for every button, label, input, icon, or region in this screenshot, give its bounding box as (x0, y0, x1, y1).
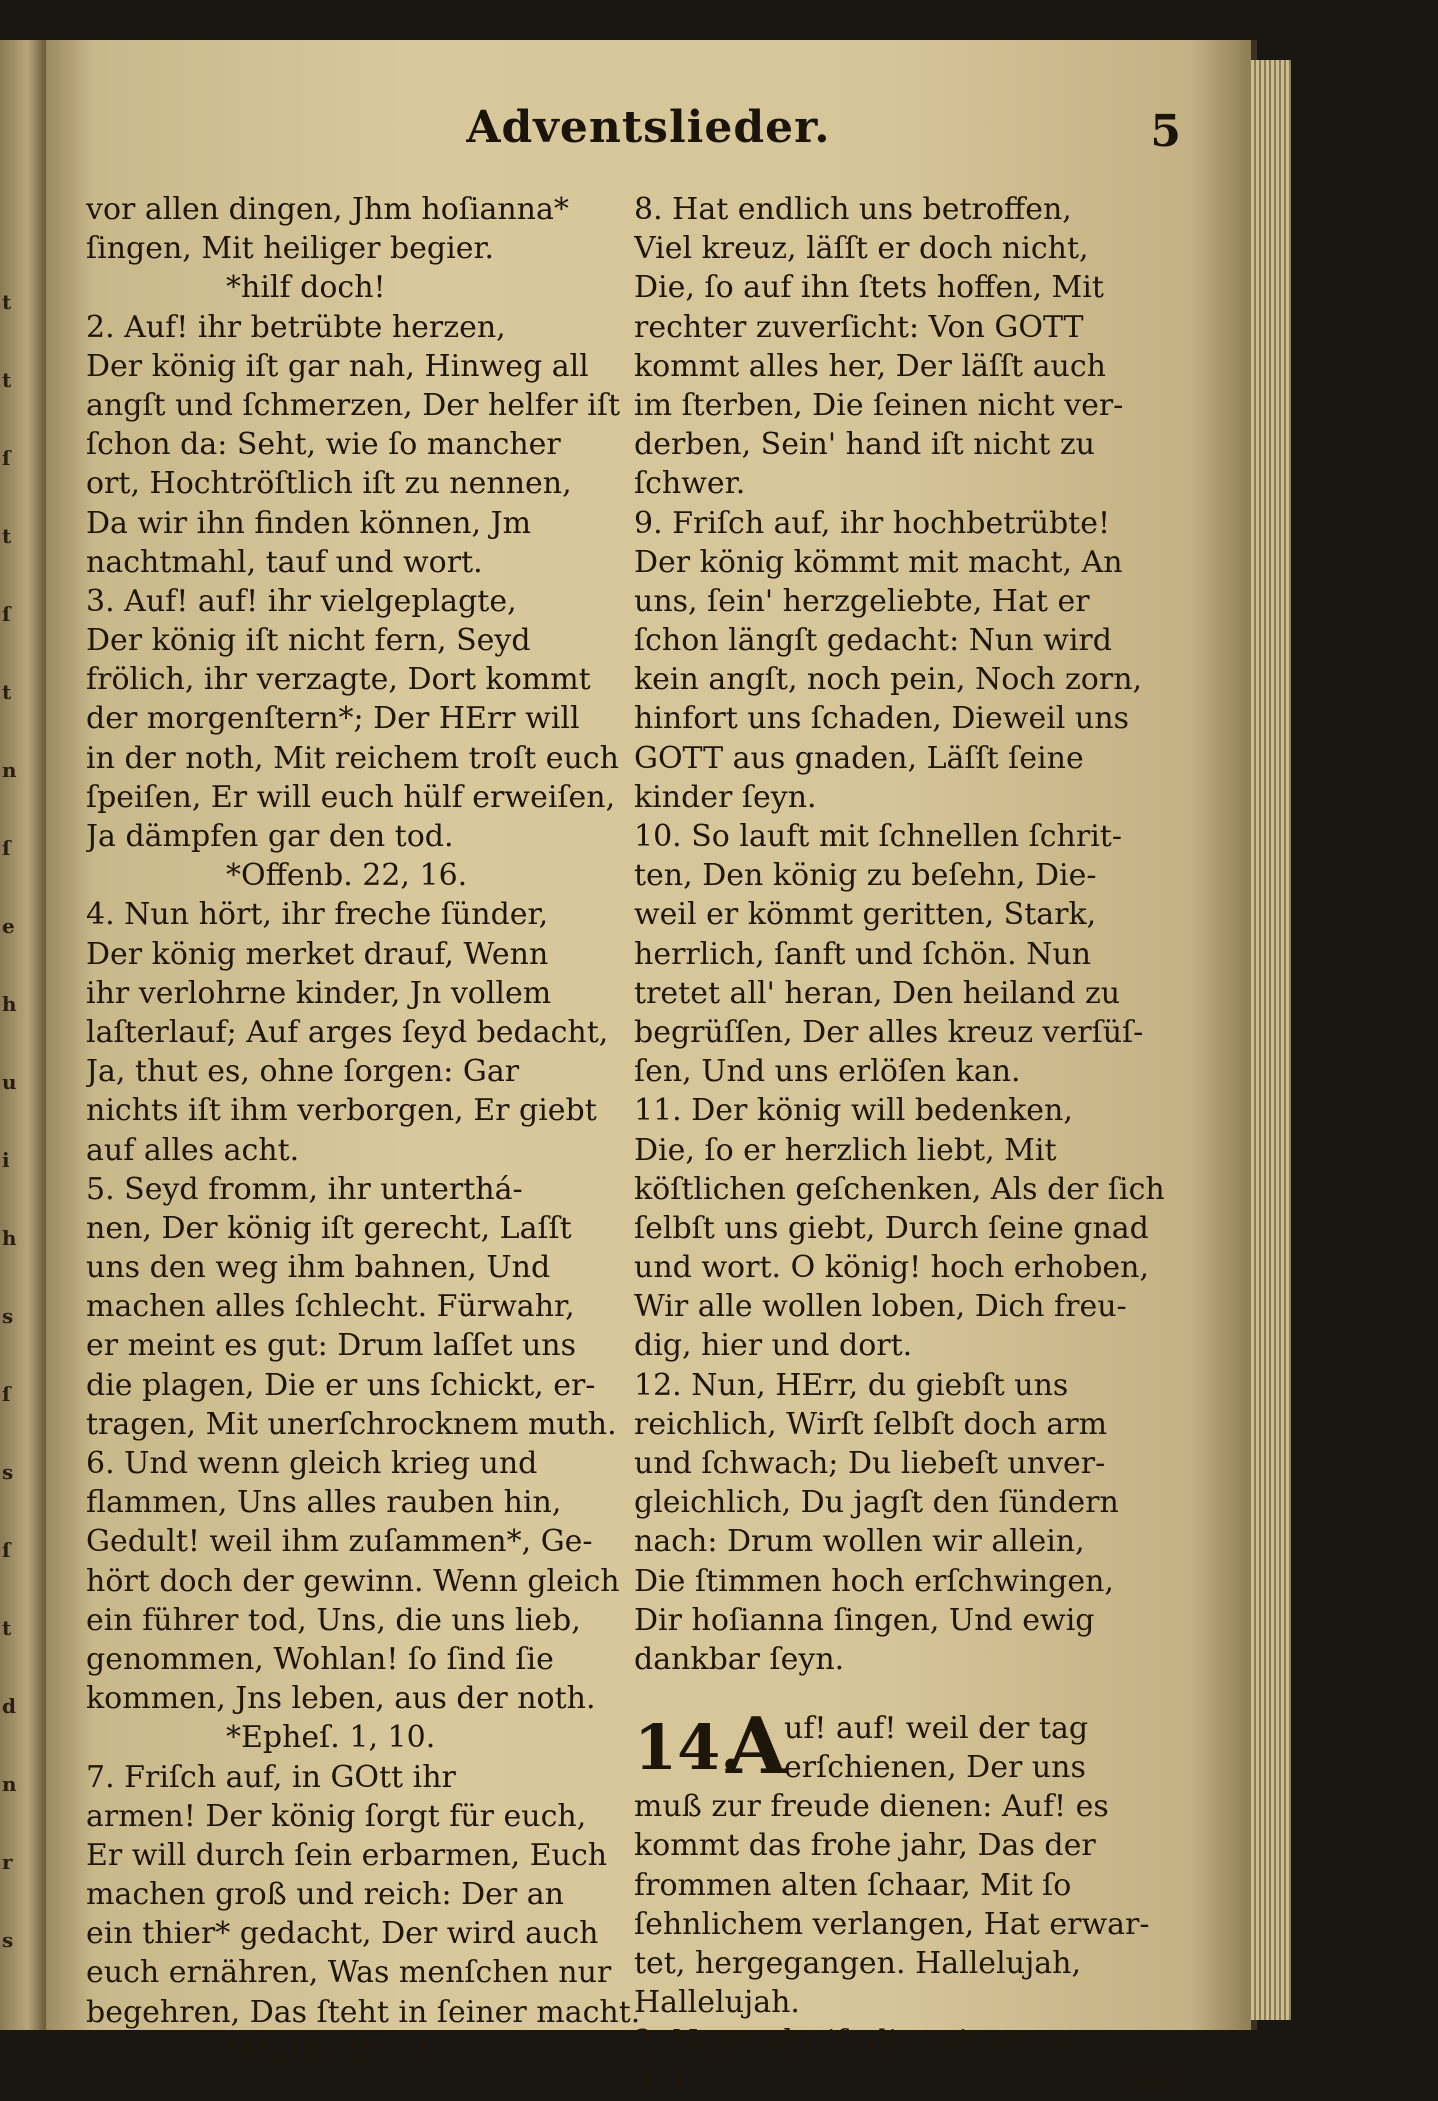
previous-page-fragment: s (2, 1928, 14, 1952)
text-line: uns den weg ihm bahnen, Und (86, 1250, 551, 1286)
page-number: 5 (1150, 106, 1181, 157)
book-page (46, 40, 1257, 2099)
text-line: ihr verlohrne kinder, Jn vollem (86, 975, 552, 1011)
text-line: er meint es gut: Drum laſſet uns (86, 1328, 577, 1364)
previous-page-fragment: t (2, 680, 12, 704)
text-line: die plagen, Die er uns ſchickt, er- (86, 1367, 596, 1403)
text-line: Viel kreuz, läſſt er doch nicht, (634, 231, 1089, 267)
text-line: flammen, Uns alles rauben hin, (86, 1485, 562, 1521)
dropcap-letter: A (726, 1701, 787, 1793)
text-line: Die ſtimmen hoch erſchwingen, (634, 1563, 1114, 1599)
previous-page-fragment: ſ (2, 602, 11, 626)
text-line: angſt und ſchmerzen, Der helfer iſt (86, 387, 621, 423)
text-line: hört doch der gewinn. Wenn gleich (86, 1563, 620, 1599)
footnote-reference: *Offenb. 22, 16. (226, 858, 468, 894)
text-line: laſterlauf; Auf arges ſeyd bedacht, (86, 1014, 609, 1050)
text-line: armen! Der könig ſorgt für euch, (86, 1798, 587, 1834)
text-line: Die, ſo auf ihn ſtets hoffen, Mit (634, 270, 1104, 306)
previous-page-edge (0, 40, 46, 2030)
text-line: dig, hier und dort. (634, 1328, 913, 1364)
text-line: kommt das frohe jahr, Das der (634, 1828, 1096, 1864)
hymn-number: 14. (634, 1711, 742, 1785)
previous-page-fragment: i (2, 1148, 10, 1172)
previous-page-fragment: s (2, 1460, 14, 1484)
text-line: ſingen, Mit heiliger begier. (86, 231, 495, 267)
running-header: Adventslieder. (466, 102, 831, 153)
previous-page-fragment: ſ (2, 1538, 11, 1562)
text-line: 2. Auf! ihr betrübte herzen, (86, 309, 506, 345)
catchword: chet, (1118, 2063, 1194, 2099)
text-line: begrüſſen, Der alles kreuz verſüſ- (634, 1014, 1144, 1050)
text-line: 4. Nun hört, ihr freche ſünder, (86, 897, 549, 933)
text-line: euch ernähren, Was menſchen nur (86, 1955, 612, 1991)
text-line: köſtlichen geſchenken, Als der ſich (634, 1171, 1165, 1207)
text-line: 8. Hat endlich uns betroffen, (634, 192, 1072, 227)
footnote-reference: *Matth. 21, 2. (226, 2033, 438, 2069)
text-line: Gedult! weil ihm zuſammen*, Ge- (86, 1524, 593, 1560)
right-column (634, 190, 1194, 2101)
text-line: nach: Drum wollen wir allein, (634, 1524, 1085, 1560)
text-line: Die, ſo er herzlich liebt, Mit (634, 1132, 1057, 1168)
text-line: ſelbſt uns giebt, Durch ſeine gnad (634, 1210, 1149, 1246)
text-line: Hallelujah. (634, 1985, 800, 2021)
text-line: dankbar ſeyn. (634, 1641, 845, 1677)
previous-page-fragment: t (2, 368, 12, 392)
previous-page-fragment: e (2, 914, 15, 938)
text-line: kein angſt, noch pein, Noch zorn, (634, 662, 1143, 698)
previous-page-fragment: ſ (2, 446, 11, 470)
text-line: muß zur freude dienen: Auf! es (634, 1789, 1109, 1825)
text-line: 6. Und wenn gleich krieg und (86, 1446, 538, 1481)
text-line: 10. So lauft mit ſchnellen ſchrit- (634, 819, 1122, 854)
signature-mark: A 3 (634, 2063, 685, 2099)
text-line: vor allen dingen, Jhm hoſianna* (86, 192, 569, 227)
signature-line (634, 2061, 1194, 2100)
text-line: tragen, Mit unerſchrocknem muth. (86, 1406, 617, 1442)
previous-page-fragment: t (2, 290, 12, 314)
page-block-edge (1251, 60, 1291, 2020)
text-line: ſchon da: Seht, wie ſo mancher (86, 427, 561, 463)
text-line: Ja, thut es, ohne ſorgen: Gar (86, 1054, 520, 1090)
text-line: Ja dämpfen gar den tod. (86, 819, 454, 854)
previous-page-fragment: h (2, 1226, 17, 1250)
text-line: rechter zuverſicht: Von GOTT (634, 309, 1084, 345)
previous-page-fragment: s (2, 1304, 14, 1328)
text-line: nichts iſt ihm verborgen, Er giebt (86, 1093, 597, 1129)
text-line: tet, hergegangen. Hallelujah, (634, 1945, 1082, 1981)
text-line: der morgenſtern*; Der HErr will (86, 701, 580, 737)
previous-page-fragment: d (2, 1694, 16, 1718)
footnote-reference: *Epheſ. 1, 10. (226, 1720, 436, 1756)
previous-page-fragment: t (2, 1616, 12, 1640)
text-line: und ſchwach; Du liebeſt unver- (634, 1446, 1106, 1481)
previous-page-fragment: ſ (2, 836, 11, 860)
text-line: 3. Auf! auf! ihr vielgeplagte, (86, 583, 517, 619)
text-line: frölich, ihr verzagte, Dort kommt (86, 662, 591, 698)
text-line: 12. Nun, HErr, du giebſt uns (634, 1367, 1069, 1403)
text-line: im ſterben, Die ſeinen nicht ver- (634, 387, 1124, 423)
text-line: ſen, Und uns erlöſen kan. (634, 1054, 1021, 1090)
text-line: 11. Der könig will bedenken, (634, 1093, 1073, 1129)
text-line: ten, Den könig zu beſehn, Die- (634, 858, 1097, 894)
previous-page-fragment: u (2, 1070, 17, 1094)
text-line: ſpeiſen, Er will euch hülf erweiſen, (86, 779, 616, 815)
text-line: und wort. O könig! hoch erhoben, (634, 1250, 1150, 1286)
hymn-separator (634, 1679, 1194, 1709)
text-line: weil er kömmt geritten, Stark, (634, 897, 1097, 933)
text-line: Wir alle wollen loben, Dich freu- (634, 1289, 1127, 1325)
text-line: begehren, Das ſteht in ſeiner macht. (86, 1994, 641, 2030)
text-line: hinfort uns ſchaden, Dieweil uns (634, 701, 1129, 737)
text-line: Der könig iſt gar nah, Hinweg all (86, 348, 589, 384)
text-line: kommen, Jns leben, aus der noth. (86, 1681, 596, 1717)
text-line: ſchwer. (634, 466, 746, 502)
text-line: Da wir ihn finden können, Jm (86, 505, 532, 541)
text-line: Er will durch ſein erbarmen, Euch (86, 1837, 608, 1873)
text-line: 7. Friſch auf, in GOtt ihr (86, 1759, 456, 1795)
text-line: derben, Sein' hand iſt nicht zu (634, 427, 1095, 463)
text-line: ein führer tod, Uns, die uns lieb, (86, 1602, 581, 1638)
text-line: reichlich, Wirſt ſelbſt doch arm (634, 1406, 1108, 1442)
previous-page-fragment: n (2, 758, 17, 782)
text-line: ort, Hochtröſtlich iſt zu nennen, (86, 466, 572, 502)
text-line: uns, ſein' herzgeliebte, Hat er (634, 583, 1090, 619)
text-line: tretet all' heran, Den heiland zu (634, 975, 1121, 1011)
text-line: ein thier* gedacht, Der wird auch (86, 1916, 599, 1952)
text-line: Der könig kömmt mit macht, An (634, 544, 1123, 580)
text-line: auf alles acht. (86, 1132, 300, 1168)
footnote-reference: *hilf doch! (226, 270, 386, 306)
text-line: Der könig iſt nicht fern, Seyd (86, 623, 531, 659)
text-line: kinder ſeyn. (634, 779, 817, 815)
text-line: frommen alten ſchaar, Mit ſo (634, 1867, 1072, 1903)
text-line: GOTT aus gnaden, Läſſt ſeine (634, 740, 1084, 776)
text-line: nen, Der könig iſt gerecht, Laſſt (86, 1210, 572, 1246)
text-line: 2. Nunmehr iſt die zeit erwa- (634, 2024, 1076, 2060)
text-line: ſehnlichem verlangen, Hat erwar- (634, 1906, 1150, 1942)
text-line: genommen, Wohlan! ſo ſind ſie (86, 1641, 554, 1677)
text-line: machen groß und reich: Der an (86, 1877, 564, 1913)
hymn-14-text (634, 1787, 1194, 2061)
previous-page-fragment: n (2, 1772, 17, 1796)
previous-page-fragment: ſ (2, 1382, 11, 1406)
hymn-14-opening (634, 1701, 1194, 1793)
hymn-first-line: uf! auf! weil der tag (784, 1711, 1089, 1747)
text-line: kommt alles her, Der läſſt auch (634, 348, 1106, 384)
text-line: nachtmahl, tauf und wort. (86, 544, 483, 580)
right-column-verses (634, 190, 1194, 1679)
hymn-second-line: erſchienen, Der uns (784, 1750, 1086, 1786)
text-line: machen alles ſchlecht. Fürwahr, (86, 1289, 575, 1325)
text-line: gleichlich, Du jagſt den ſündern (634, 1485, 1119, 1521)
text-line: Der könig merket drauf, Wenn (86, 936, 549, 972)
text-line: Dir hoſianna ſingen, Und ewig (634, 1602, 1095, 1638)
previous-page-fragment: h (2, 992, 17, 1016)
previous-page-fragment: t (2, 524, 12, 548)
previous-page-fragment: r (2, 1850, 13, 1874)
left-column (86, 190, 641, 2071)
text-line: herrlich, ſanft und ſchön. Nun (634, 936, 1092, 972)
text-line: in der noth, Mit reichem troſt euch (86, 740, 619, 776)
text-line: 9. Friſch auf, ihr hochbetrübte! (634, 505, 1111, 541)
text-line: 5. Seyd fromm, ihr unterthá- (86, 1171, 523, 1207)
text-line: ſchon längſt gedacht: Nun wird (634, 623, 1112, 659)
